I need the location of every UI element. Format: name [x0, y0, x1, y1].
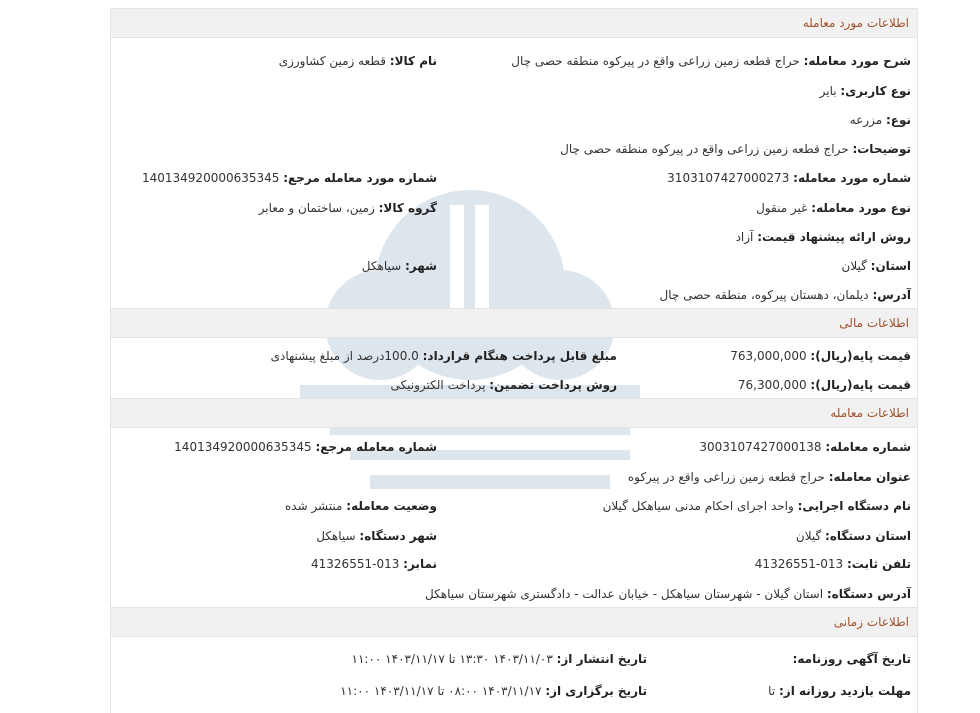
tx-status-value: منتشر شده — [284, 499, 343, 513]
row-bid-method — [111, 224, 917, 250]
row-desc — [111, 48, 917, 74]
deal-number-label: شماره مورد معامله: — [793, 171, 911, 185]
base-price2-label: قیمت پایه(ریال): — [810, 378, 911, 392]
visit-label: مهلت بازدید روزانه از: — [779, 684, 911, 698]
row-notes — [111, 136, 917, 162]
agency-province-label: استان دستگاه: — [825, 529, 911, 543]
row-visit — [111, 678, 917, 704]
section-header-transaction: اطلاعات معامله — [111, 398, 917, 428]
bid-method-value: آزاد — [735, 230, 754, 244]
guarantee-value: پرداخت الکترونیکی — [390, 378, 486, 392]
section-header-deal-info: اطلاعات مورد معامله — [111, 8, 917, 38]
row-phone — [111, 551, 917, 577]
newspaper-label: تاریخ آگهی روزنامه: — [792, 652, 911, 666]
row-number — [111, 165, 917, 191]
row-tx-title — [111, 464, 917, 490]
agency-value: واحد اجرای احکام مدنی سیاهکل گیلان — [602, 499, 794, 513]
usage-label: نوع کاربری: — [840, 84, 911, 98]
tx-number-label: شماره معامله: — [825, 440, 911, 454]
notes-value: حراج قطعه زمین زراعی واقع در پیرکوه منطقه حصی چال — [560, 142, 849, 156]
agency-address-value: استان گیلان - شهرستان سیاهکل - خیابان عدالت - دادگستری شهرستان سیاهکل — [425, 587, 824, 601]
agency-province-value: گیلان — [795, 529, 822, 543]
usage-value: بایر — [819, 84, 837, 98]
row-province — [111, 253, 917, 279]
row-agency — [111, 493, 917, 519]
row-address — [111, 282, 917, 308]
tx-status-label: وضعیت معامله: — [346, 499, 437, 513]
goods-name-value: قطعه زمین کشاورزی — [278, 54, 386, 68]
row-guarantee — [111, 372, 917, 398]
fax-label: نمابر: — [403, 557, 437, 571]
phone-label: تلفن ثابت: — [846, 557, 911, 571]
goods-name-label: نام کالا: — [389, 54, 437, 68]
contract-pay-label: مبلغ قابل پرداخت هنگام قرارداد: — [422, 349, 617, 363]
city-label: شهر: — [405, 259, 437, 273]
hold-value: ۱۴۰۳/۱۱/۱۷ ۰۸:۰۰ تا ۱۴۰۳/۱۱/۱۷ ۱۱:۰۰ — [340, 684, 542, 698]
address-label: آدرس: — [872, 288, 911, 302]
type-value: مزرعه — [849, 113, 883, 127]
tx-title-value: حراج قطعه زمین زراعی واقع در پیرکوه — [627, 470, 825, 484]
goods-group-label: گروه کالا: — [378, 201, 437, 215]
details-panel — [110, 8, 918, 713]
base-price-label: قیمت پایه(ریال): — [810, 349, 911, 363]
guarantee-label: روش پرداخت تضمین: — [489, 378, 617, 392]
row-agency-address — [111, 581, 917, 607]
base-price-value: 763,000,000 — [730, 349, 807, 363]
notes-label: توضیحات: — [852, 142, 911, 156]
item-type-label: نوع مورد معامله: — [811, 201, 911, 215]
tx-number-value: 3003107427000138 — [699, 440, 822, 454]
agency-city-label: شهر دستگاه: — [359, 529, 437, 543]
hold-label: تاریخ برگزاری از: — [545, 684, 647, 698]
fax-value: 013-41326551 — [311, 557, 400, 571]
desc-value: حراج قطعه زمین زراعی واقع در پیرکوه منطقه حصی چال — [511, 54, 800, 68]
row-agency-location — [111, 523, 917, 549]
city-value: سیاهکل — [361, 259, 402, 273]
agency-address-label: آدرس دستگاه: — [826, 587, 911, 601]
deal-ref-value: 140134920000635345 — [141, 171, 280, 185]
deal-number-value: 3103107427000273 — [667, 171, 790, 185]
bid-method-label: روش ارائه پیشنهاد قیمت: — [757, 230, 911, 244]
publish-value: ۱۴۰۳/۱۱/۰۳ ۱۳:۳۰ تا ۱۴۰۳/۱۱/۱۷ ۱۱:۰۰ — [351, 652, 553, 666]
row-usage — [111, 78, 917, 104]
agency-label: نام دستگاه اجرایی: — [797, 499, 911, 513]
base-price2-value: 76,300,000 — [737, 378, 807, 392]
row-item-type — [111, 195, 917, 221]
section-header-time: اطلاعات زمانی — [111, 607, 917, 637]
address-value: دیلمان، دهستان پیرکوه، منطقه حصی چال — [659, 288, 869, 302]
deal-ref-label: شماره مورد معامله مرجع: — [283, 171, 437, 185]
row-newspaper — [111, 646, 917, 672]
section-header-financial: اطلاعات مالی — [111, 308, 917, 338]
phone-value: 013-41326551 — [754, 557, 844, 571]
item-type-value: غیر منقول — [756, 201, 808, 215]
type-label: نوع: — [885, 113, 911, 127]
publish-label: تاریخ انتشار از: — [556, 652, 647, 666]
row-base-price — [111, 343, 917, 369]
province-value: گیلان — [841, 259, 867, 273]
contract-pay-value: 100.0درصد از مبلغ پیشنهادی — [270, 349, 419, 363]
tx-title-label: عنوان معامله: — [828, 470, 911, 484]
desc-label: شرح مورد معامله: — [803, 54, 911, 68]
province-label: استان: — [870, 259, 911, 273]
row-type — [111, 107, 917, 133]
visit-value: تا — [768, 684, 776, 698]
agency-city-value: سیاهکل — [316, 529, 356, 543]
tx-ref-value: 140134920000635345 — [174, 440, 312, 454]
goods-group-value: زمین، ساختمان و معابر — [258, 201, 375, 215]
row-tx-number — [111, 434, 917, 460]
tx-ref-label: شماره معامله مرجع: — [315, 440, 437, 454]
